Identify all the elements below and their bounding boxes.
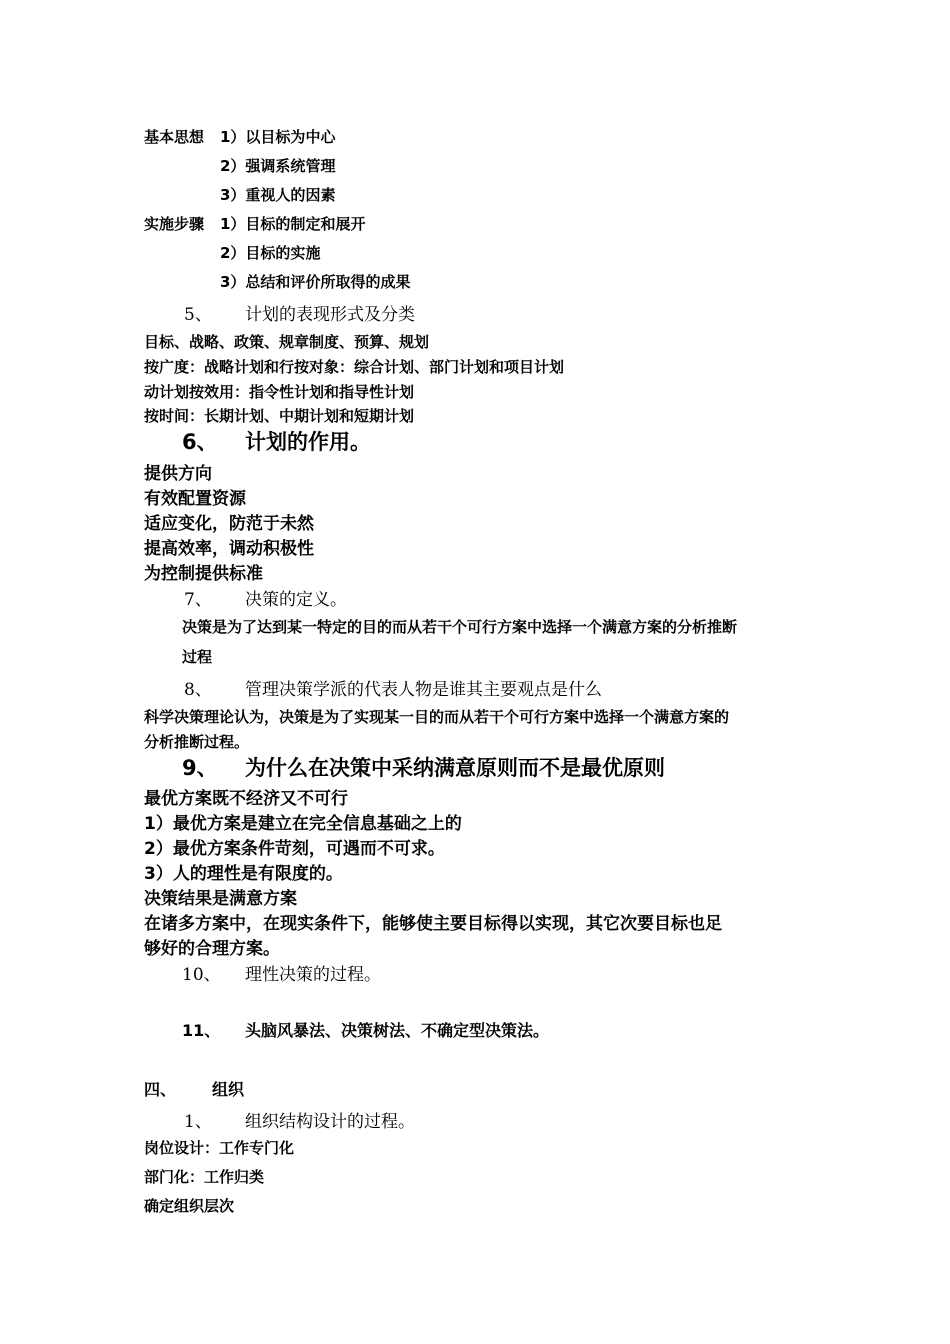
heading-text: 计划的作用。	[245, 430, 371, 454]
paragraph: 分析推断过程。	[144, 733, 250, 751]
paragraph: 2）最优方案条件苛刻，可遇而不可求。	[144, 839, 445, 859]
paragraph: 在诸多方案中，在现实条件下，能够使主要目标得以实现，其它次要目标也足	[144, 914, 722, 934]
paragraph: 科学决策理论认为，决策是为了实现某一目的而从若干个可行方案中选择一个满意方案的	[144, 708, 730, 726]
heading-text: 管理决策学派的代表人物是谁其主要观点是什么	[245, 680, 602, 700]
paragraph: 1）最优方案是建立在完全信息基础之上的	[144, 814, 462, 834]
item-text: 1）目标的制定和展开	[220, 215, 366, 233]
paragraph: 3）人的理性是有限度的。	[144, 864, 343, 884]
paragraph: 岗位设计：工作专门化	[144, 1139, 295, 1157]
heading-number: 1、	[184, 1112, 212, 1132]
paragraph: 提高效率，调动积极性	[144, 539, 314, 559]
paragraph: 确定组织层次	[144, 1197, 235, 1215]
heading-text: 理性决策的过程。	[245, 965, 381, 985]
paragraph: 决策结果是满意方案	[144, 889, 297, 909]
paragraph: 有效配置资源	[144, 489, 246, 509]
paragraph: 目标、战略、政策、规章制度、预算、规划	[144, 333, 430, 351]
heading-text: 组织结构设计的过程。	[245, 1112, 415, 1132]
item-text: 2）目标的实施	[220, 244, 321, 262]
paragraph: 按时间：长期计划、中期计划和短期计划	[144, 407, 415, 425]
heading-number: 5、	[184, 305, 212, 325]
item-label: 实施步骤	[144, 215, 205, 233]
paragraph: 提供方向	[144, 464, 212, 484]
heading-number: 9、	[182, 756, 218, 780]
heading-text: 决策的定义。	[245, 590, 347, 610]
heading-number: 6、	[182, 430, 218, 454]
item-text: 3）总结和评价所取得的成果	[220, 273, 411, 291]
heading-number: 8、	[184, 680, 212, 700]
heading-number: 四、	[144, 1080, 177, 1099]
heading-text: 为什么在决策中采纳满意原则而不是最优原则	[245, 756, 665, 780]
heading-text: 计划的表现形式及分类	[245, 305, 415, 325]
paragraph: 决策是为了达到某一特定的目的而从若干个可行方案中选择一个满意方案的分析推断	[182, 618, 738, 636]
heading-text: 头脑风暴法、决策树法、不确定型决策法。	[245, 1021, 550, 1040]
heading-text: 组织	[212, 1080, 245, 1099]
paragraph: 按广度：战略计划和行按对象：综合计划、部门计划和项目计划	[144, 358, 565, 376]
item-text: 3）重视人的因素	[220, 186, 336, 204]
item-text: 1）以目标为中心	[220, 128, 336, 146]
paragraph: 为控制提供标准	[144, 564, 263, 584]
heading-number: 10、	[182, 965, 221, 985]
heading-number: 7、	[184, 590, 212, 610]
paragraph: 部门化：工作归类	[144, 1168, 265, 1186]
paragraph: 够好的合理方案。	[144, 939, 280, 959]
paragraph: 适应变化，防范于未然	[144, 514, 314, 534]
item-text: 2）强调系统管理	[220, 157, 336, 175]
paragraph: 最优方案既不经济又不可行	[144, 789, 348, 809]
paragraph: 动计划按效用：指令性计划和指导性计划	[144, 383, 415, 401]
item-label: 基本思想	[144, 128, 205, 146]
heading-number: 11、	[182, 1021, 221, 1040]
paragraph: 过程	[182, 648, 213, 666]
